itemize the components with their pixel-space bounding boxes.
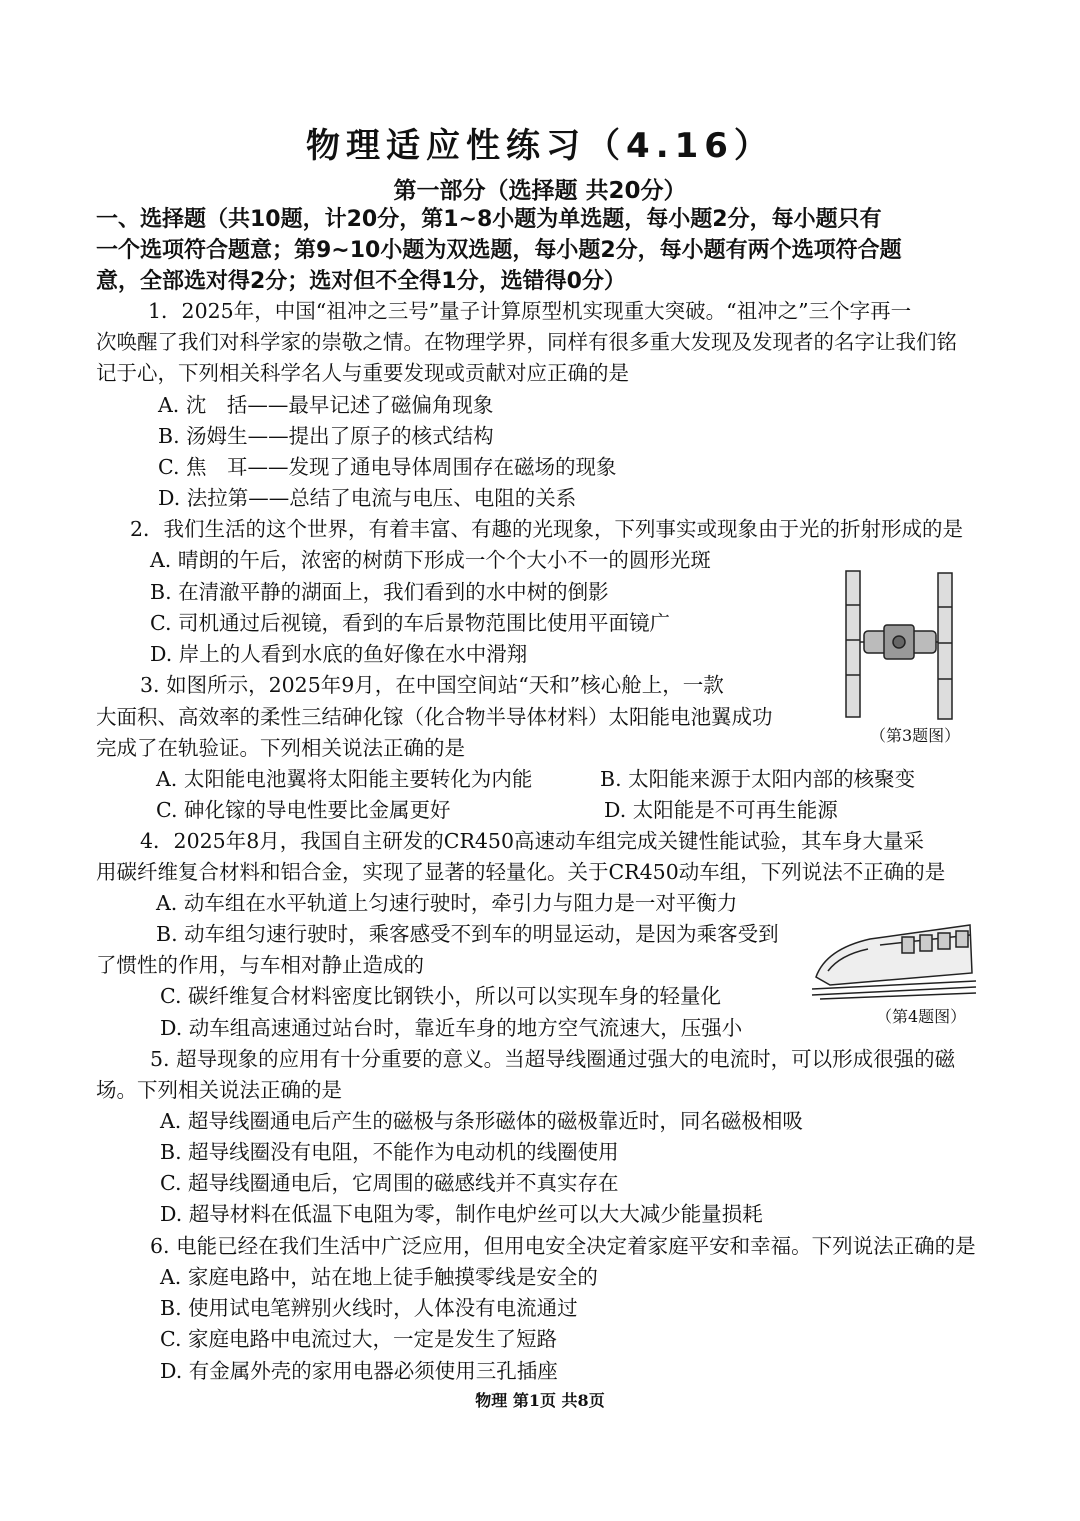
question-option: D. 法拉第——总结了电流与电压、电阻的关系 [158,486,577,510]
train-figure [810,915,978,1003]
question-option: D. 岸上的人看到水底的鱼好像在水中滑翔 [150,642,528,666]
question-option: C. 碳纤维复合材料密度比钢铁小，所以可以实现车身的轻量化 [160,984,721,1008]
question-option: 了惯性的作用，与车相对静止造成的 [96,953,424,977]
question-stem: 5. 超导现象的应用有十分重要的意义。当超导线圈通过强大的电流时，可以形成很强的磁 [150,1047,956,1071]
question-option: A. 家庭电路中，站在地上徒手触摸零线是安全的 [160,1265,598,1289]
question-option: D. 有金属外壳的家用电器必须使用三孔插座 [160,1359,558,1383]
question-option: B. 在清澈平静的湖面上，我们看到的水中树的倒影 [150,580,609,604]
question-stem: 4．2025年8月，我国自主研发的CR450高速动车组完成关键性能试验，其车身大量采 [140,829,925,853]
question-stem: 完成了在轨验证。下列相关说法正确的是 [96,736,465,760]
question-stem: 1．2025年，中国“祖冲之三号”量子计算原型机实现重大突破。“祖冲之”三个字再一 [148,299,912,323]
space-station-figure [838,565,970,725]
figure-caption: （第4题图） [876,1007,967,1026]
question-option: B. 动车组匀速行驶时，乘客感受不到车的明显运动，是因为乘客受到 [156,922,779,946]
question-option: D. 动车组高速通过站台时，靠近车身的地方空气流速大，压强小 [160,1016,743,1040]
page-footer: 物理 第1页 共8页 [475,1391,605,1410]
question-stem: 记于心，下列相关科学名人与重要发现或贡献对应正确的是 [96,361,629,385]
page-title: 物理适应性练习（4.16） [306,126,774,166]
section-intro-line: 一、选择题（共10题，计20分，第1~8小题为单选题，每小题2分，每小题只有 [96,207,882,232]
question-stem: 用碳纤维复合材料和铝合金，实现了显著的轻量化。关于CR450动车组，下列说法不正确的是 [96,860,946,884]
question-option: A. 太阳能电池翼将太阳能主要转化为内能 [156,767,533,791]
question-option: B. 汤姆生——提出了原子的核式结构 [158,424,494,448]
question-stem: 场。下列相关说法正确的是 [96,1078,342,1102]
question-option: A. 晴朗的午后，浓密的树荫下形成一个个大小不一的圆形光斑 [150,548,711,572]
question-option: A. 超导线圈通电后产生的磁极与条形磁体的磁极靠近时，同名磁极相吸 [160,1109,803,1133]
question-stem: 3. 如图所示，2025年9月，在中国空间站“天和”核心舱上，一款 [140,673,724,697]
question-option: A. 动车组在水平轨道上匀速行驶时，牵引力与阻力是一对平衡力 [156,891,738,915]
question-option: D. 太阳能是不可再生能源 [604,798,838,822]
question-option: D. 超导材料在低温下电阻为零，制作电炉丝可以大大减少能量损耗 [160,1202,763,1226]
section-subtitle: 第一部分（选择题 共20分） [393,178,687,204]
question-stem: 大面积、高效率的柔性三结砷化镓（化合物半导体材料）太阳能电池翼成功 [96,705,773,729]
question-option: C. 焦 耳——发现了通电导体周围存在磁场的现象 [158,455,617,479]
question-option: A. 沈 括——最早记述了磁偏角现象 [158,393,494,417]
section-intro-line: 一个选项符合题意；第9~10小题为双选题，每小题2分，每小题有两个选项符合题 [96,238,902,263]
question-option: C. 家庭电路中电流过大，一定是发生了短路 [160,1327,557,1351]
figure-caption: （第3题图） [870,726,961,745]
question-stem: 2．我们生活的这个世界，有着丰富、有趣的光现象，下列事实或现象由于光的折射形成的是 [130,517,964,541]
question-stem: 次唤醒了我们对科学家的崇敬之情。在物理学界，同样有很多重大发现及发现者的名字让我们铭 [96,330,957,354]
question-stem: 6. 电能已经在我们生活中广泛应用，但用电安全决定着家庭平安和幸福。下列说法正确的是 [150,1234,976,1258]
question-option: C. 砷化镓的导电性要比金属更好 [156,798,451,822]
question-option: C. 超导线圈通电后，它周围的磁感线并不真实存在 [160,1171,619,1195]
question-option: C. 司机通过后视镜，看到的车后景物范围比使用平面镜广 [150,611,670,635]
question-option: B. 太阳能来源于太阳内部的核聚变 [600,767,916,791]
section-intro-line: 意，全部选对得2分；选对但不全得1分，选错得0分） [96,269,626,294]
question-option: B. 超导线圈没有电阻，不能作为电动机的线圈使用 [160,1140,619,1164]
question-option: B. 使用试电笔辨别火线时，人体没有电流通过 [160,1296,578,1320]
